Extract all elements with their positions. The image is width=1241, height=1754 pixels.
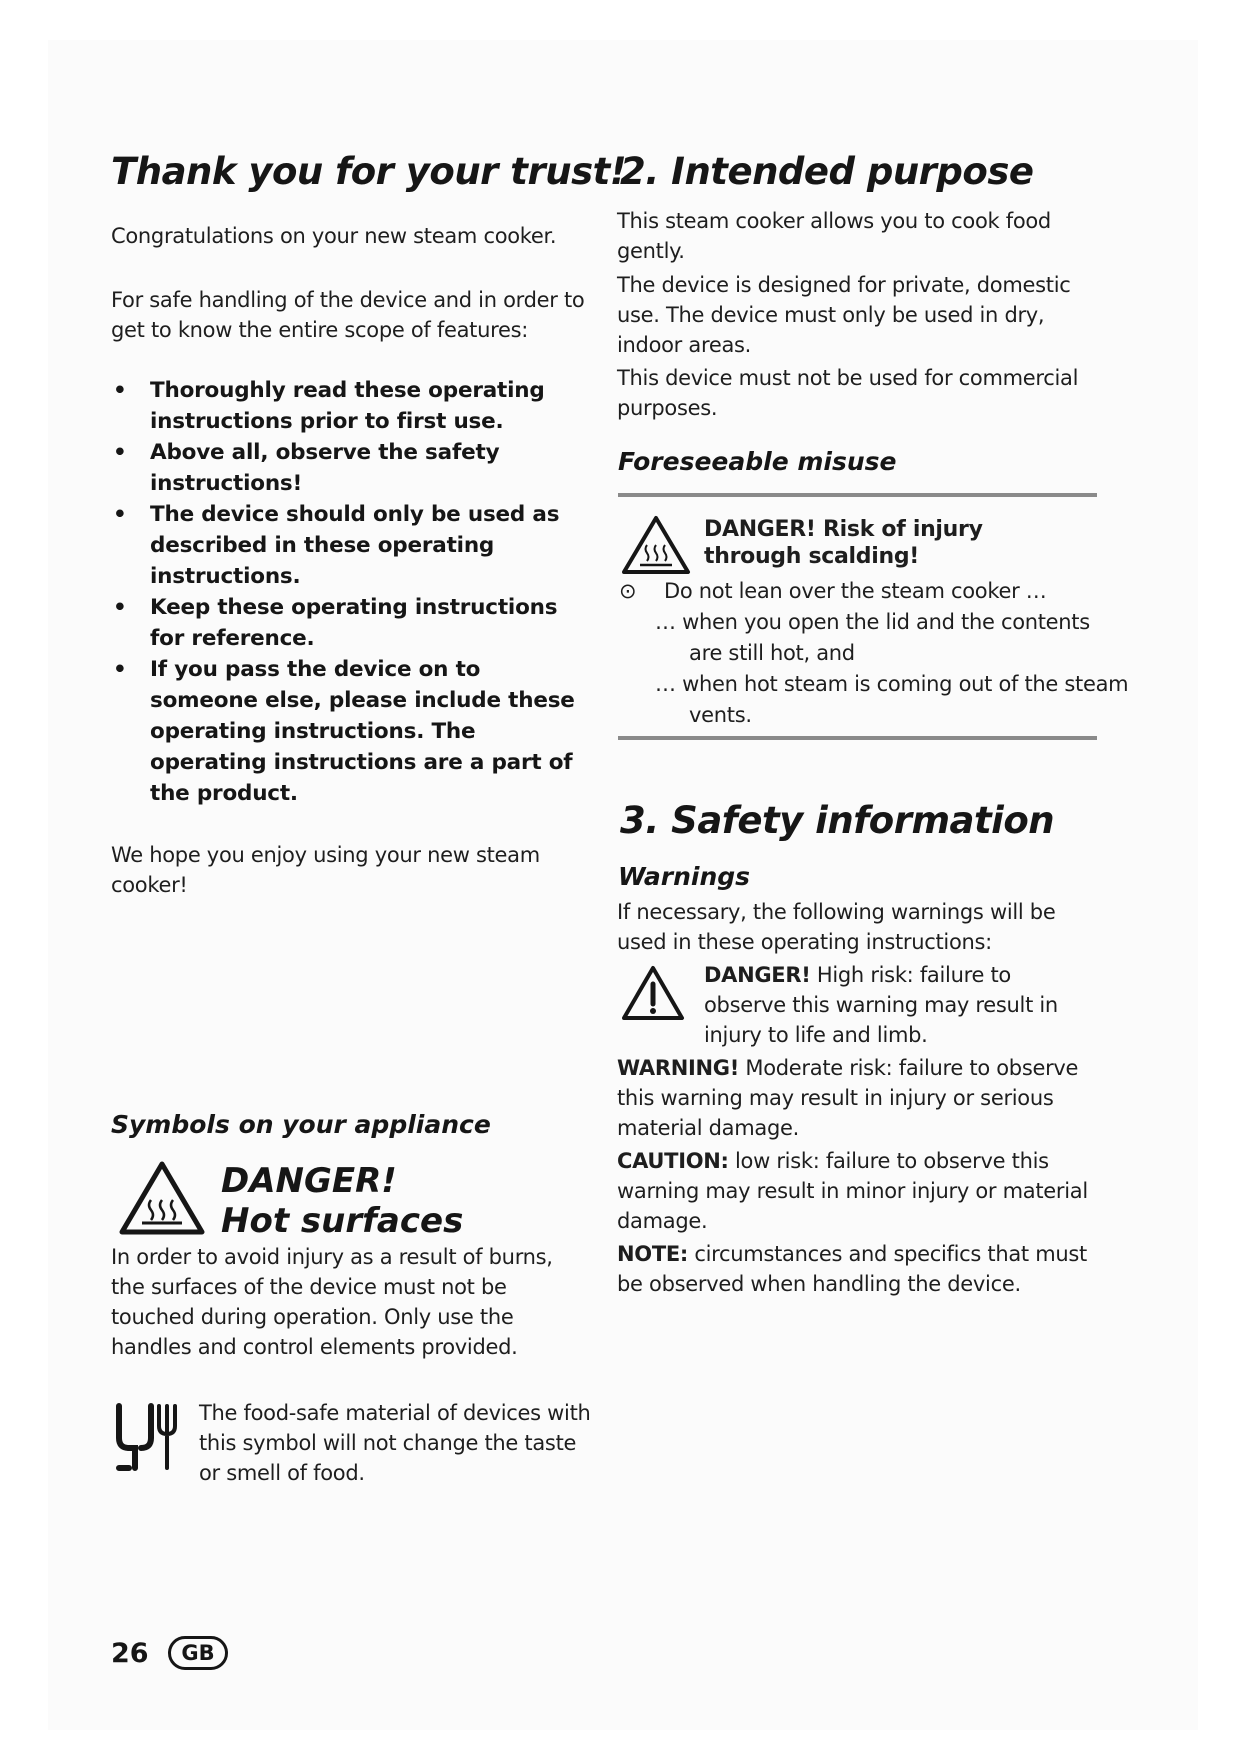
purpose-paragraph-1: This steam cooker allows you to cook food gently. [617,209,1051,263]
divider [618,736,1097,740]
hot-surface-warning-icon [118,1160,206,1236]
warning-label: WARNING! [617,1056,740,1080]
instruction-bullets [111,375,586,809]
danger-definition [704,960,1099,1050]
warning-triangle-icon [620,964,686,1022]
divider [618,493,1097,497]
list-item: • Above all, observe the safety instructions! [111,437,586,499]
list-item: • If you pass the device on to someone else, please include these operating instructions. The operating instructions are a part of the product. [111,654,586,809]
danger-text: High risk: failure to observe this warning may result in injury to life and limb. [704,963,1058,1047]
warning-text: Moderate risk: failure to observe this warning may result in injury or serious material damage. [617,1056,1079,1140]
page-number: 26 [111,1638,149,1669]
misuse-bullet-icon: ⊙ [619,579,637,603]
caution-text: low risk: failure to observe this warning may result in minor injury or material damage. [617,1149,1088,1233]
danger-label: DANGER! [704,963,811,987]
section2-title: 2. Intended purpose [620,150,1034,193]
food-safe-icon [115,1398,185,1472]
misuse-danger-line2: through scalding! [704,544,920,569]
misuse-heading: Foreseeable misuse [618,447,897,476]
misuse-sub-2: … when hot steam is coming out of the steam vents. [655,672,1129,727]
intro-text: For safe handling of the device and in order to get to know the entire scope of features: [111,288,585,342]
caution-label: CAUTION: [617,1149,729,1173]
note-definition [617,1239,1097,1299]
section3-title: 3. Safety information [620,799,1055,842]
left-title: Thank you for your trust! [111,150,627,193]
list-item: • Keep these operating instructions for reference. [111,592,586,654]
hot-surfaces-text: In order to avoid injury as a result of burns, the surfaces of the device must not be touched during operation. Only use the handles and control elements provided. [111,1245,553,1359]
misuse-danger-line1: DANGER! Risk of injury [704,517,983,542]
purpose-paragraph-3: This device must not be used for commercial purposes. [617,366,1079,420]
caution-definition [617,1146,1097,1236]
misuse-main-text: Do not lean over the steam cooker … [664,579,1047,603]
warnings-intro: If necessary, the following warnings will be used in these operating instructions: [617,900,1056,954]
list-item: • The device should only be used as described in these operating instructions. [111,499,586,592]
list-item: • Thoroughly read these operating instructions prior to first use. [111,375,586,437]
purpose-paragraph-2: The device is designed for private, domestic use. The device must only be used in dry, indoor areas. [617,273,1071,357]
symbols-heading: Symbols on your appliance [111,1110,491,1139]
hot-danger-line1: DANGER! [221,1161,397,1201]
warning-definition [617,1053,1097,1143]
food-safe-text: The food-safe material of devices with this symbol will not change the taste or smell of food. [199,1401,591,1485]
note-label: NOTE: [617,1242,688,1266]
hot-danger-line2: Hot surfaces [221,1201,464,1241]
congratulations-text: Congratulations on your new steam cooker. [111,224,557,248]
note-text: circumstances and specifics that must be observed when handling the device. [617,1242,1087,1296]
country-badge: GB [168,1636,228,1670]
scalding-warning-icon [620,514,692,576]
warnings-heading: Warnings [618,862,751,891]
misuse-sub-1: … when you open the lid and the contents are still hot, and [655,610,1090,665]
closing-text: We hope you enjoy using your new steam cooker! [111,843,540,897]
